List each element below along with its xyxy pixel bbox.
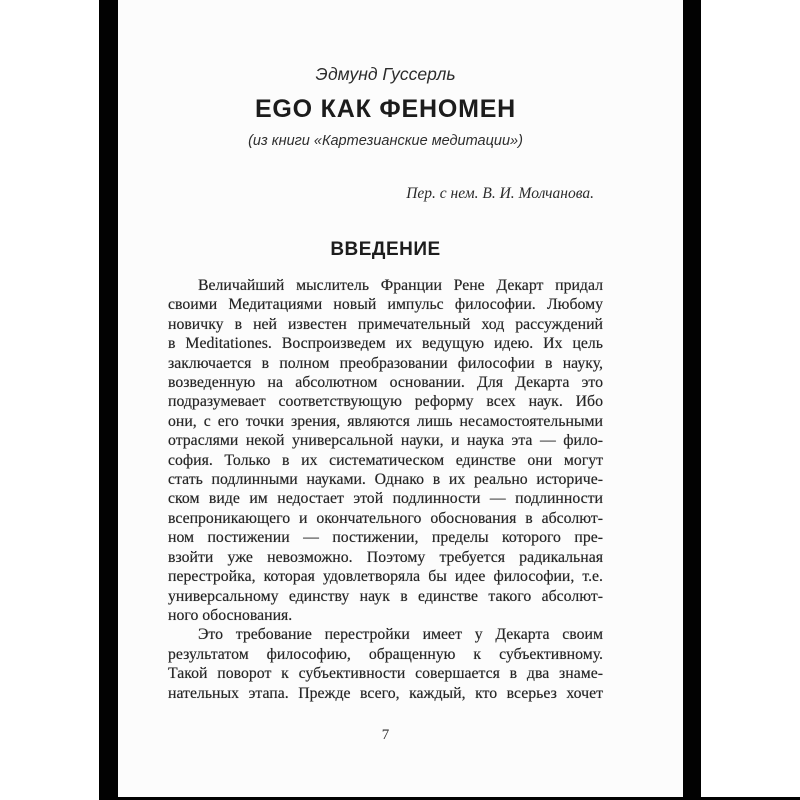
body-line: ском виде им недостает этой подлинности — подлинности	[168, 490, 603, 508]
body-line: подразумевает соответствующую реформу всех наук. Ибо	[168, 393, 603, 411]
translator-credit: Пер. с нем. В. И. Молчанова.	[406, 185, 594, 202]
body-line: нательных этапа. Прежде всего, каждый, кто всерьез хочет	[168, 684, 603, 702]
body-line: универсальному единству наук в единстве такого абсолют-	[168, 587, 603, 605]
body-line: в Meditationes. Воспроизведем их ведущую идею. Их цель	[168, 335, 603, 353]
body-line: своими Медитациями новый импульс философии. Любому	[168, 296, 603, 314]
scan-right-edge-bar	[683, 0, 701, 800]
body-line: Величайший мыслитель Франции Рене Декарт придал	[198, 277, 603, 294]
page-number: 7	[381, 727, 390, 743]
body-line: результатом философию, обращенную к субъективному.	[168, 645, 603, 663]
body-line: новичку в ней известен примечательный ход рассуждений	[168, 315, 603, 333]
book-title: EGO КАК ФЕНОМЕН	[254, 95, 517, 123]
body-text	[168, 276, 603, 703]
body-line: стать подлинными науками. Однако в их реально историче-	[168, 471, 603, 489]
book-page	[118, 0, 683, 797]
body-line: ного обоснования.	[168, 606, 293, 624]
body-line: они, с его точки зрения, являются лишь несамостоятельными	[168, 412, 603, 430]
body-line: возведенную на абсолютном основании. Для Декарта это	[168, 374, 603, 392]
author-name: Эдмунд Гуссерль	[315, 64, 456, 84]
body-line: Это требование перестройки имеет у Декарта своим	[198, 626, 603, 644]
body-line: софия. Только в их систематическом единстве они могут	[168, 451, 603, 469]
book-subtitle: (из книги «Картезианские медитации»)	[248, 133, 523, 149]
body-line: Такой поворот к субъективности совершается в два знаме-	[168, 665, 603, 683]
body-line: заключается в полном преобразовании философии в науку,	[168, 354, 603, 372]
text-column	[168, 0, 603, 797]
section-heading: ВВЕДЕНИЕ	[330, 239, 441, 260]
body-line: ном постижении — постижении, пределы которого пре-	[168, 529, 603, 547]
body-line: перестройка, которая удовлетворяла бы идее философии, т.е.	[168, 568, 603, 586]
body-line: всепроникающего и окончательного обоснования в абсолют-	[168, 509, 603, 527]
body-line: взойти уже невозможно. Поэтому требуется радикальная	[168, 548, 603, 566]
body-line: отраслями некой универсальной науки, и наука эта — фило-	[168, 432, 603, 450]
scan-left-edge-bar	[99, 0, 118, 800]
